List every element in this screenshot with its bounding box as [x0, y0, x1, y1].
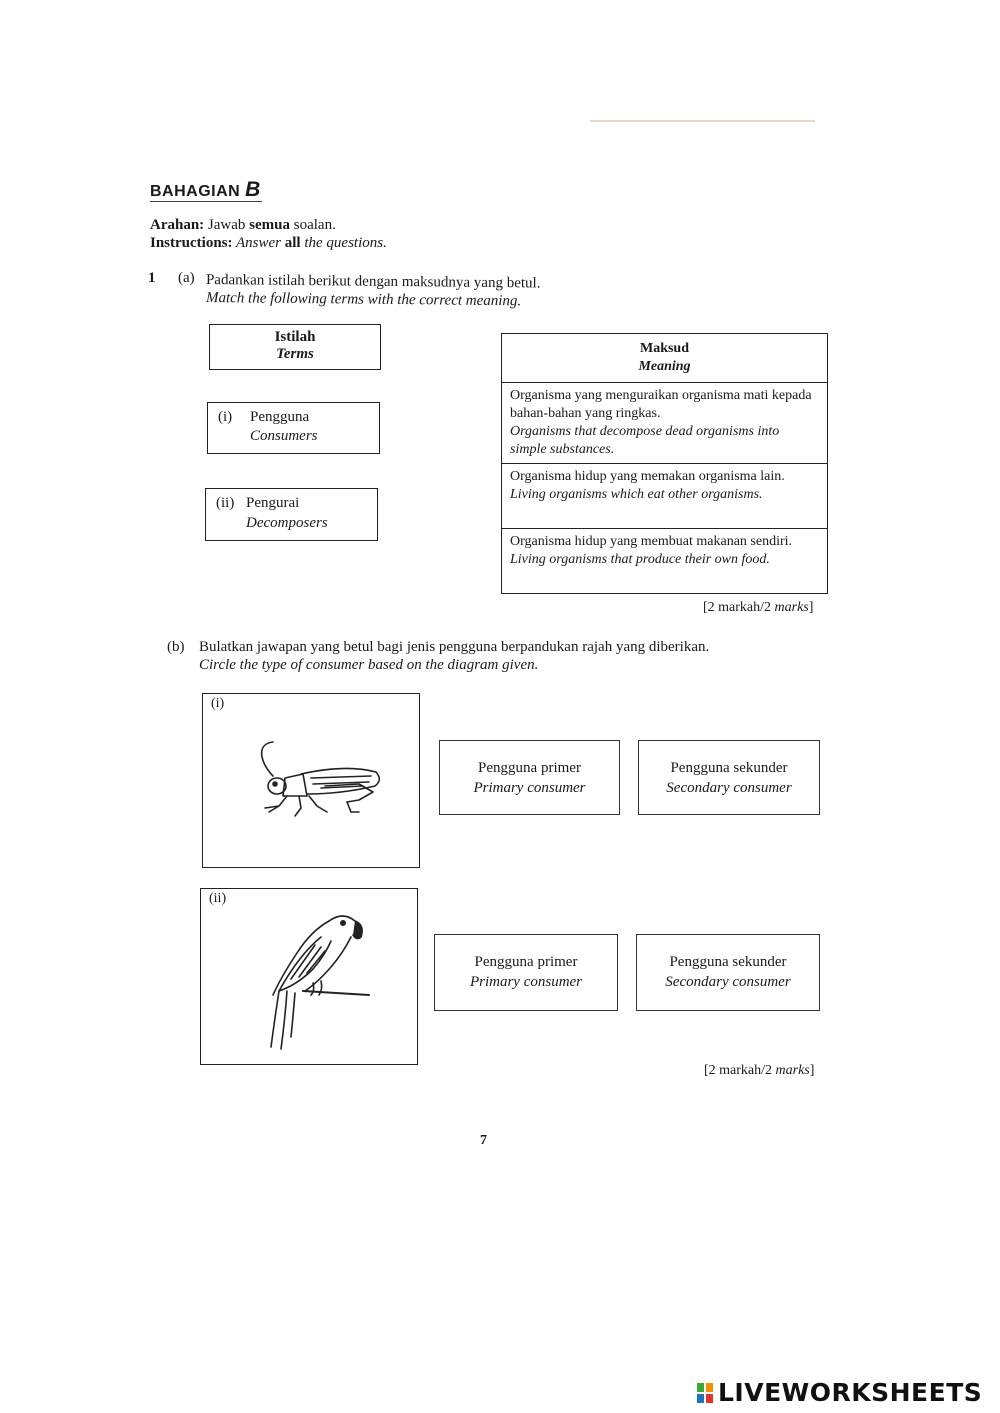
instructions-malay	[150, 217, 336, 234]
terms-header-box	[209, 324, 381, 370]
section-title-underline	[150, 201, 262, 202]
meaning-cell[interactable]	[502, 464, 828, 529]
option-primary-consumer-i[interactable]	[439, 740, 620, 815]
term-number: (i)	[218, 409, 233, 425]
meaning-row[interactable]	[502, 529, 828, 594]
term-number: (ii)	[216, 495, 235, 511]
instructions-malay-text-end: soalan.	[290, 217, 336, 233]
terms-header-english: Terms	[276, 346, 314, 362]
question-number: 1	[148, 270, 156, 286]
instructions-malay-text: Jawab	[204, 217, 250, 233]
term-box-consumers[interactable]	[207, 402, 380, 454]
meaning-row[interactable]	[502, 464, 828, 529]
meaning-english: Organisms that decompose dead organisms into simple substances.	[510, 424, 780, 457]
picture-label: (ii)	[209, 891, 227, 906]
part-b-label: (b)	[167, 639, 185, 655]
parrot-icon	[251, 907, 371, 1057]
term-malay: Pengurai	[246, 495, 300, 511]
option-secondary-consumer-i[interactable]	[638, 740, 820, 815]
meaning-cell[interactable]	[502, 383, 828, 464]
liveworksheets-brand-text: LIVEWORKSHEETS	[718, 1378, 983, 1407]
option-malay: Pengguna sekunder	[670, 760, 788, 776]
picture-box-grasshopper	[202, 693, 420, 868]
option-malay: Pengguna primer	[474, 954, 578, 970]
option-english: Secondary consumer	[665, 974, 791, 990]
meaning-row[interactable]	[502, 383, 828, 464]
option-secondary-consumer-ii[interactable]	[636, 934, 820, 1011]
meaning-header-cell	[502, 334, 828, 383]
meaning-cell[interactable]	[502, 529, 828, 594]
part-a-label: (a)	[178, 270, 195, 286]
term-english: Decomposers	[246, 515, 328, 531]
liveworksheets-icon	[697, 1383, 714, 1403]
section-title	[150, 178, 261, 202]
picture-box-parrot	[200, 888, 418, 1065]
instructions-english-bold: all	[284, 235, 301, 251]
part-a-marks	[703, 600, 813, 616]
meaning-malay: Organisma hidup yang membuat makanan sendiri.	[510, 534, 793, 549]
picture-label: (i)	[211, 696, 225, 711]
instructions-english	[150, 235, 387, 252]
meaning-malay: Organisma hidup yang memakan organisma lain.	[510, 469, 785, 484]
terms-header-malay: Istilah	[274, 329, 316, 345]
option-english: Secondary consumer	[666, 780, 792, 796]
instructions-malay-label: Arahan:	[150, 217, 205, 233]
part-b-question-malay: Bulatkan jawapan yang betul bagi jenis pengguna berpandukan rajah yang diberikan.	[199, 639, 710, 655]
instructions-english-text: Answer	[232, 235, 285, 251]
meaning-english: Living organisms which eat other organisms.	[510, 487, 763, 502]
meaning-malay: Organisma yang menguraikan organisma mati kepada bahan-bahan yang ringkas.	[510, 388, 812, 421]
instructions-english-label: Instructions:	[150, 235, 233, 251]
marks-malay: [2 markah/2	[704, 1063, 776, 1078]
marks-malay: [2 markah/2	[703, 600, 775, 615]
meaning-table-header	[502, 334, 828, 383]
option-english: Primary consumer	[473, 780, 586, 796]
section-letter: B	[245, 178, 261, 201]
marks-english: marks	[774, 600, 809, 615]
option-malay: Pengguna primer	[478, 760, 581, 776]
meaning-english: Living organisms that produce their own food.	[510, 552, 770, 567]
part-a-question-malay: Padankan istilah berikut dengan maksudnya yang betul.	[205, 272, 541, 292]
option-primary-consumer-ii[interactable]	[434, 934, 618, 1011]
marks-english: marks	[775, 1063, 810, 1078]
part-b-question-english: Circle the type of consumer based on the diagram given.	[199, 657, 539, 673]
page-number: 7	[480, 1133, 487, 1148]
option-english: Primary consumer	[469, 974, 583, 990]
liveworksheets-logo[interactable]	[697, 1378, 982, 1407]
section-title-text: BAHAGIAN	[150, 183, 241, 200]
grasshopper-icon	[251, 734, 391, 824]
term-malay: Pengguna	[250, 409, 310, 425]
option-malay: Pengguna sekunder	[669, 954, 787, 970]
scan-artifact-line	[590, 120, 815, 122]
meaning-table	[501, 333, 828, 594]
part-b-marks	[704, 1063, 814, 1079]
term-box-decomposers[interactable]	[205, 488, 378, 541]
instructions-malay-bold: semua	[249, 217, 291, 233]
marks-close: ]	[809, 1063, 815, 1078]
marks-close: ]	[808, 600, 814, 615]
meaning-header-malay: Maksud	[639, 341, 690, 356]
meaning-header-english: Meaning	[638, 359, 691, 374]
term-english: Consumers	[250, 428, 318, 444]
part-a-question-english: Match the following terms with the correct meaning.	[205, 290, 522, 310]
instructions-english-text-end: the questions.	[300, 235, 387, 251]
